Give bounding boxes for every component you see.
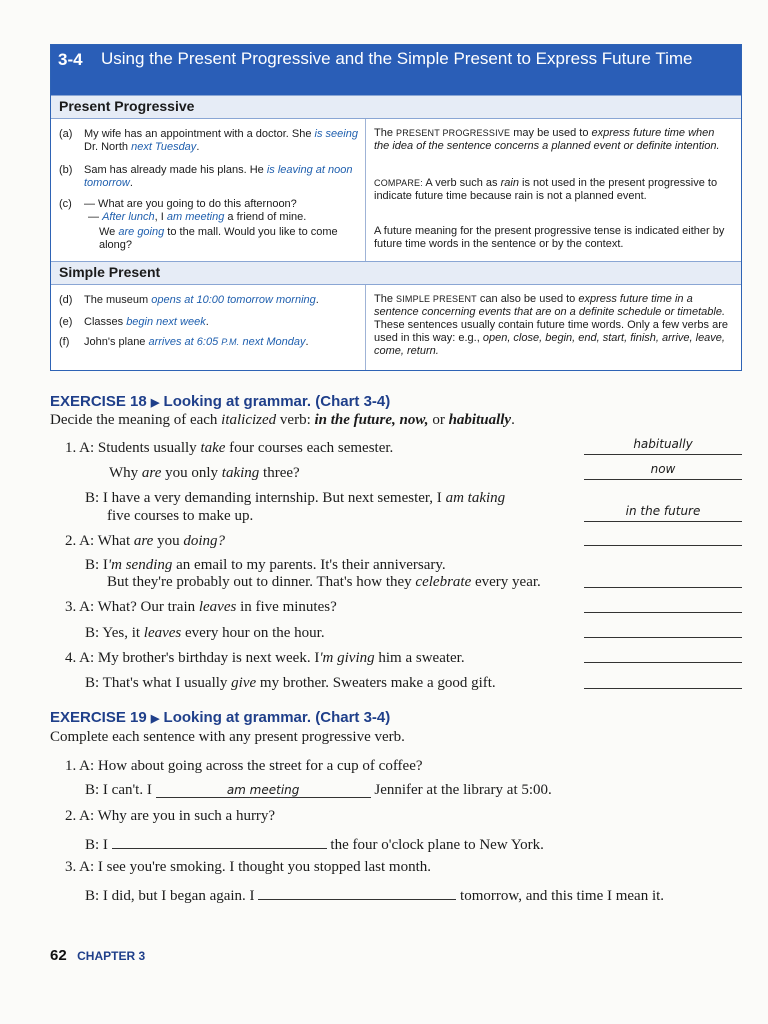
progressive-explanation-1: The PRESENT PROGRESSIVE may be used to express future time when the idea of the sentence concerns a planned event or definite intention. [374, 127, 720, 152]
ex18-q4-a: 4. A: My brother's birthday is next week. I'm giving him a sweater. [65, 650, 465, 666]
progressive-heading-bar [51, 95, 741, 119]
answer-blank[interactable]: am meeting [156, 783, 371, 798]
ex19-q3-a: 3. A: I see you're smoking. I thought you stopped last month. [65, 859, 432, 875]
progressive-explanation-2: COMPARE: A verb such as rain is not used in the present progressive to indicate future time because rain is not a planned event. [374, 177, 718, 202]
answer-blank[interactable] [584, 570, 742, 588]
progressive-explanation-3: A future meaning for the present progressive tense is indicated either by future time words in the sentence or by the context. [374, 225, 725, 250]
exercise-18-instructions: Decide the meaning of each italicized verb: in the future, now, or habitually. [50, 412, 515, 428]
page-number: 62 [50, 947, 67, 964]
answer-blank[interactable]: now [584, 462, 742, 480]
progressive-heading: Present Progressive [59, 98, 195, 114]
simple-explanation: The SIMPLE PRESENT can also be used to express future time in a sentence concerning events that are on a definite schedule or timetable. These sentences usually contain future time words. Only a few verbs are used in this way: e.g., open, close, begin, end, start, finish, arrive, leave, come, return. [374, 293, 729, 357]
grammar-chart: 3-4 Using the Present Progressive and the Simple Present to Express Future Time Present Progressive (a) My wife has an appointment with a doctor. She is seeing Dr. North next Tuesday. (b) Sam has already made his plans. He is leaving at noon tomorrow. (c) — What are you going to do this afternoon? — After lunch, I am meeting a friend of mine. We are going to the mall. Would you like to come along? The PRESENT PROGRESSIVE may be used to express future time when the idea of the sentence concerns a planned event or definite intention. COMPARE: A verb such as rain is not used in the present progressive to indicate future time because rain is not a planned event. A future meaning for the present progressive tense is indicated either by future time words in the sentence or by the context. Simple Present (d) The museum opens at 10:00 tomorrow morning. (e) Classes begin next week. (f) John's plane arrives at 6:05 P.M. next Monday. The SIMPLE PRESENT can also be used to express future time in a sentence concerning events that are on a definite schedule or timetable. These sentences usually contain future time words. Only a few verbs are used in this way: e.g., open, close, begin, end, start, finish, arrive, leave, come, return. [50, 44, 742, 371]
answer-blank[interactable]: habitually [584, 437, 742, 455]
chart-number: 3-4 [58, 50, 83, 69]
exercise-19-title: EXERCISE 19 ▶ Looking at grammar. (Chart 3-4) [50, 709, 391, 726]
simple-heading-bar [51, 261, 741, 285]
ex18-q2-b: B: I'm sending an email to my parents. It's their anniversary. [85, 557, 446, 573]
ex18-q1-b: B: I have a very demanding internship. But next semester, I am taking [85, 490, 506, 506]
simple-heading: Simple Present [59, 264, 161, 280]
answer-blank[interactable] [112, 833, 327, 849]
answer-blank[interactable] [584, 528, 742, 546]
ex18-q3-a: 3. A: What? Our train leaves in five minutes? [65, 599, 337, 615]
chart-header [51, 45, 741, 95]
answer-blank[interactable] [584, 595, 742, 613]
ex19-q2-a: 2. A: Why are you in such a hurry? [65, 808, 276, 824]
ex19-q2-b: B: I the four o'clock plane to New York. [85, 833, 544, 854]
ex18-q1-a2: Why are you only taking three? [109, 465, 300, 481]
exercise-18-title: EXERCISE 18 ▶ Looking at grammar. (Chart 3-4) [50, 393, 391, 410]
ex18-q3-b: B: Yes, it leaves every hour on the hour. [85, 625, 325, 641]
ex18-q1-b2: five courses to make up. [107, 508, 254, 524]
ex19-q1-b: B: I can't. I am meeting Jennifer at the library at 5:00. [85, 782, 552, 798]
answer-blank[interactable] [584, 645, 742, 663]
column-divider [365, 119, 366, 261]
ex19-q1-a: 1. A: How about going across the street for a cup of coffee? [65, 758, 423, 774]
ex18-q2-b2: But they're probably out to dinner. That's how they celebrate every year. [107, 574, 541, 590]
answer-blank[interactable] [584, 671, 742, 689]
chapter-label: CHAPTER 3 [77, 949, 146, 963]
page-footer [50, 947, 145, 965]
ex18-q1-a: 1. A: Students usually take four courses each semester. [65, 440, 394, 456]
exercise-19-instructions: Complete each sentence with any present progressive verb. [50, 729, 405, 745]
answer-blank[interactable] [258, 884, 456, 900]
ex18-q2-a: 2. A: What are you doing? [65, 533, 226, 549]
answer-blank[interactable] [584, 620, 742, 638]
ex18-q4-b: B: That's what I usually give my brother. Sweaters make a good gift. [85, 675, 496, 691]
ex19-q3-b: B: I did, but I began again. I tomorrow, and this time I mean it. [85, 884, 664, 905]
answer-blank[interactable]: in the future [584, 504, 742, 522]
chart-title: Using the Present Progressive and the Simple Present to Express Future Time [101, 49, 693, 68]
